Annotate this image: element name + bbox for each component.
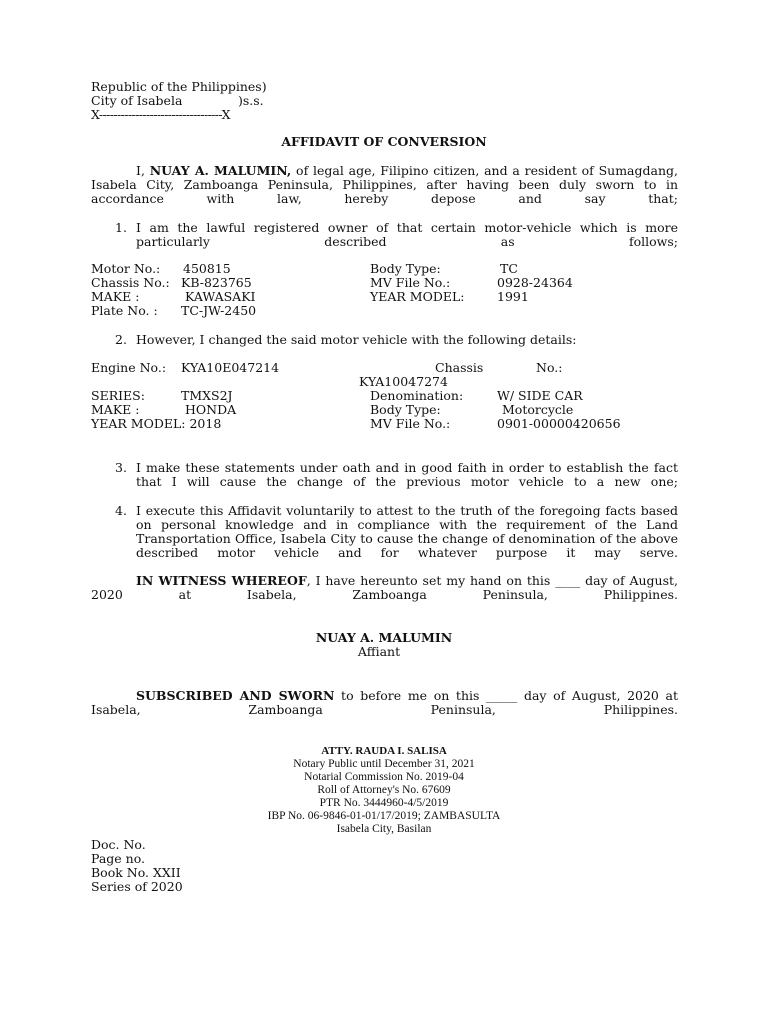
document-title: AFFIDAVIT OF CONVERSION: [281, 134, 487, 149]
caption-separator: X----------------------------------X: [91, 107, 230, 122]
old-plate-label: Plate No. :: [91, 303, 158, 318]
old-body-label: Body Type:: [370, 261, 441, 276]
item4-number: 4.: [115, 503, 127, 518]
old-chassis-label: Chassis No.:: [91, 275, 170, 290]
docket-series: Series of 2020: [91, 879, 183, 894]
item2-text: However, I changed the said motor vehicle with the following details:: [136, 332, 577, 347]
item4-text: I execute this Affidavit voluntarily to attest to the truth of the foregoing facts based on personal knowledge and in compliance with the requirement of the Land Transportation Office, Isabela City to cause the change of denomination of the above described motor vehicle and for whatever purpose it may serve.: [136, 503, 678, 560]
old-mvfile-label: MV File No.:: [370, 275, 451, 290]
witness-paragraph: [91, 574, 678, 616]
new-denom-label: Denomination:: [370, 388, 464, 403]
docket-page-no: Page no.: [91, 851, 146, 866]
intro-name: NUAY A. MALUMIN,: [149, 163, 292, 178]
notary-line: PTR No. 3444960-4/5/2019: [319, 797, 449, 809]
new-chassis-label-a: Chassis: [435, 360, 484, 375]
new-body-value: Motorcycle: [502, 402, 574, 417]
item1-text: I am the lawful registered owner of that certain motor-vehicle which is more particularly described as follows;: [136, 220, 678, 249]
new-chassis-value: KYA10047274: [359, 374, 448, 389]
old-motor-label: Motor No.:: [91, 261, 161, 276]
new-mvfile-label: MV File No.:: [370, 416, 451, 431]
item3-number: 3.: [115, 460, 127, 475]
intro-text: of legal age, Filipino citizen, and a resident of Sumagdang, Isabela City, Zamboanga Peninsula, Philippines, after having been duly sworn to in accordance with law, hereby depose and say that;: [91, 163, 678, 206]
item3-text: I make these statements under oath and in good faith in order to establish the fact that I will cause the change of the previous motor vehicle to a new one;: [136, 460, 678, 489]
intro-paragraph: [91, 164, 678, 220]
caption-city: City of Isabela: [91, 93, 183, 108]
notary-name: ATTY. RAUDA I. SALISA: [321, 745, 447, 757]
notary-line: Notary Public until December 31, 2021: [293, 758, 475, 770]
new-series-value: TMXS2J: [181, 388, 233, 403]
item1-number: 1.: [115, 220, 127, 235]
old-body-value: TC: [500, 261, 518, 276]
new-denom-value: W/ SIDE CAR: [497, 388, 583, 403]
notary-line: Roll of Attorney's No. 67609: [317, 784, 451, 796]
affiant-name: NUAY A. MALUMIN: [315, 630, 453, 645]
notary-line: Notarial Commission No. 2019-04: [304, 771, 464, 783]
witness-heading: IN WITNESS WHEREOF: [136, 573, 307, 588]
notary-line: Isabela City, Basilan: [336, 823, 432, 835]
docket-book-no: Book No. XXII: [91, 865, 181, 880]
caption-ss: )s.s.: [238, 93, 264, 108]
new-year-text: YEAR MODEL: 2018: [91, 416, 222, 431]
old-chassis-value: KB-823765: [181, 275, 252, 290]
affiant-role: Affiant: [357, 644, 401, 659]
caption-republic: Republic of the Philippines): [91, 79, 267, 94]
new-make-value: HONDA: [185, 402, 237, 417]
intro-prefix: I,: [136, 163, 145, 178]
old-make-label: MAKE :: [91, 289, 140, 304]
notary-line: IBP No. 06-9846-01-01/17/2019; ZAMBASULTA: [267, 810, 501, 822]
old-year-label: YEAR MODEL:: [370, 289, 465, 304]
new-mvfile-value: 0901-00000420656: [497, 416, 621, 431]
old-mvfile-value: 0928-24364: [497, 275, 573, 290]
item2-number: 2.: [115, 332, 127, 347]
witness-text: , I have hereunto set my hand on this ____ day of August, 2020 at Isabela, Zamboanga Peninsula, Philippines.: [91, 573, 678, 602]
docket-doc-no: Doc. No.: [91, 837, 146, 852]
new-make-label: MAKE :: [91, 402, 140, 417]
old-motor-value: 450815: [183, 261, 231, 276]
subscribed-heading: SUBSCRIBED AND SWORN: [136, 688, 335, 703]
old-make-value: KAWASAKI: [185, 289, 256, 304]
new-chassis-label-b: No.:: [536, 360, 563, 375]
new-body-label: Body Type:: [370, 402, 441, 417]
old-year-value: 1991: [497, 289, 529, 304]
new-series-label: SERIES:: [91, 388, 145, 403]
old-plate-value: TC-JW-2450: [181, 303, 257, 318]
new-engine-value: KYA10E047214: [181, 360, 280, 375]
subscribed-paragraph: [91, 689, 678, 731]
subscribed-text: to before me on this _____ day of August, 2020 at Isabela, Zamboanga Peninsula, Philippines.: [91, 688, 678, 717]
new-engine-label: Engine No.:: [91, 360, 167, 375]
